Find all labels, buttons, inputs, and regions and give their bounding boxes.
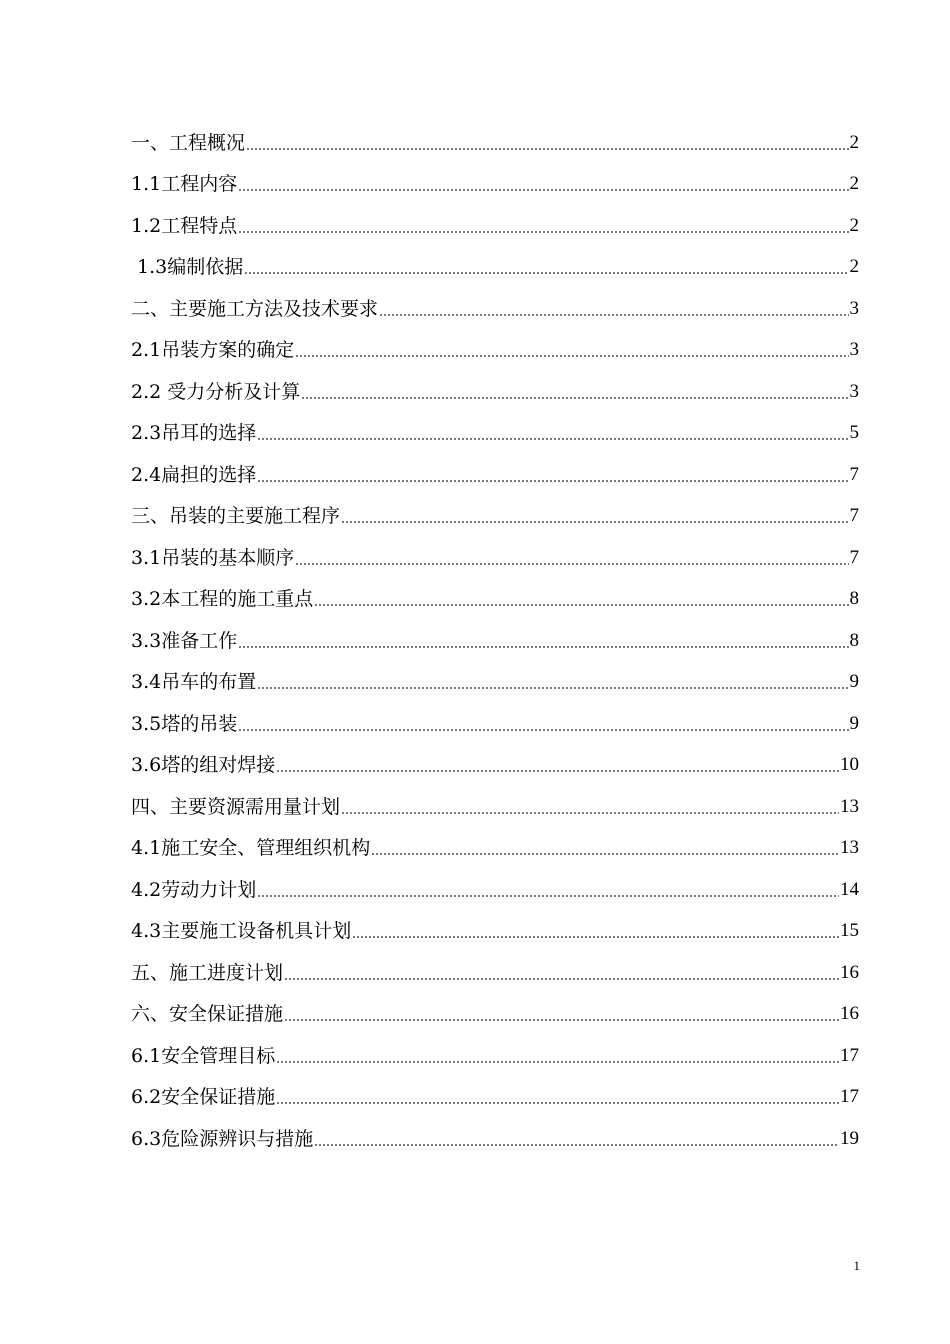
toc-entry-label: 1.1工程内容 [131, 173, 238, 195]
toc-entry[interactable] [131, 782, 859, 824]
dot-leader [238, 189, 848, 191]
toc-entry-label: 2.3吊耳的选择 [131, 422, 257, 444]
toc-entry-label: 4.1施工安全、管理组织机构 [131, 837, 371, 859]
toc-entry[interactable] [131, 118, 859, 160]
toc-entry[interactable] [131, 907, 859, 949]
toc-entry-label: 四、主要资源需用量计划 [131, 795, 341, 818]
toc-entry-page: 17 [840, 1086, 859, 1107]
dot-leader [341, 812, 839, 814]
toc-entry-page: 2 [849, 131, 859, 153]
toc-entry[interactable] [131, 1073, 859, 1115]
toc-entry-page: 2 [849, 214, 859, 236]
toc-entry[interactable] [131, 450, 859, 492]
toc-entry[interactable] [131, 201, 859, 243]
dot-leader [371, 853, 839, 855]
toc-entry-label: 2.4扁担的选择 [131, 463, 257, 486]
toc-entry-label: 六、安全保证措施 [131, 1003, 284, 1025]
toc-entry[interactable] [131, 284, 859, 326]
toc-entry[interactable] [131, 865, 859, 907]
toc-entry[interactable] [131, 1114, 859, 1156]
toc-entry[interactable] [131, 367, 859, 409]
dot-leader [257, 687, 848, 689]
toc-entry-label: 6.1安全管理目标 [131, 1044, 276, 1067]
toc-entry-label: 6.3危险源辨识与措施 [131, 1127, 314, 1150]
toc-entry-label: 二、主要施工方法及技术要求 [131, 297, 379, 320]
toc-entry-page: 16 [840, 961, 859, 983]
dot-leader [257, 895, 839, 897]
toc-entry[interactable] [131, 699, 859, 741]
toc-entry-page: 7 [849, 505, 859, 526]
dot-leader [314, 1144, 839, 1146]
toc-entry-page: 9 [849, 671, 859, 692]
page-number: 1 [853, 1258, 860, 1273]
toc-entry[interactable] [131, 741, 859, 783]
toc-entry-page: 3 [849, 297, 859, 319]
toc-entry-page: 13 [840, 795, 859, 817]
toc-entry[interactable] [131, 824, 859, 866]
toc-entry[interactable] [131, 160, 859, 202]
toc-entry[interactable] [131, 990, 859, 1032]
toc-entry-label: 一、工程概况 [131, 131, 246, 154]
toc-entry-page: 7 [849, 463, 859, 485]
toc-entry[interactable] [131, 575, 859, 617]
toc-entry-label: 3.1吊装的基本顺序 [131, 546, 295, 569]
toc-entry[interactable] [131, 243, 859, 285]
toc-entry-page: 16 [840, 1003, 859, 1024]
toc-entry-page: 5 [849, 422, 859, 443]
toc-entry-label: 3.5塔的吊装 [131, 712, 238, 735]
dot-leader [257, 480, 848, 482]
dot-leader [238, 231, 848, 233]
toc-entry-page: 2 [849, 173, 859, 194]
toc-entry-page: 13 [840, 837, 859, 858]
toc-entry[interactable] [131, 326, 859, 368]
toc-entry-label: 1.3编制依据 [137, 256, 244, 278]
toc-entry-page: 14 [840, 878, 859, 900]
toc-entry-page: 7 [849, 546, 859, 568]
toc-entry-page: 15 [840, 920, 859, 941]
toc-entry[interactable] [131, 533, 859, 575]
toc-entry-page: 8 [849, 629, 859, 651]
toc-entry-page: 8 [849, 588, 859, 609]
dot-leader [284, 1019, 839, 1021]
toc-entry[interactable] [131, 616, 859, 658]
dot-leader [276, 1102, 839, 1104]
toc-entry-page: 3 [849, 380, 859, 402]
toc-entry-label: 3.6塔的组对焊接 [131, 754, 276, 776]
toc-entry-page: 17 [840, 1044, 859, 1066]
table-of-contents [131, 118, 859, 1156]
toc-entry-label: 1.2工程特点 [131, 214, 238, 237]
dot-leader [257, 438, 848, 440]
toc-entry-label: 3.2本工程的施工重点 [131, 588, 314, 610]
dot-leader [244, 272, 848, 274]
toc-entry[interactable] [131, 1031, 859, 1073]
toc-entry-label: 2.2 受力分析及计算 [131, 380, 301, 403]
toc-entry[interactable] [131, 948, 859, 990]
dot-leader [341, 521, 848, 523]
dot-leader [284, 978, 839, 980]
toc-entry-label: 4.2劳动力计划 [131, 878, 257, 901]
toc-entry-label: 2.1吊装方案的确定 [131, 339, 295, 361]
toc-entry-page: 3 [849, 339, 859, 360]
toc-entry[interactable] [131, 409, 859, 451]
dot-leader [301, 397, 848, 399]
toc-entry-page: 10 [840, 754, 859, 775]
toc-entry-page: 19 [840, 1127, 859, 1149]
dot-leader [246, 148, 848, 150]
toc-entry-label: 6.2安全保证措施 [131, 1086, 276, 1108]
dot-leader [238, 729, 848, 731]
dot-leader [379, 314, 848, 316]
dot-leader [276, 1061, 839, 1063]
dot-leader [238, 646, 848, 648]
toc-entry-label: 3.3准备工作 [131, 629, 238, 652]
toc-entry-label: 3.4吊车的布置 [131, 671, 257, 693]
toc-entry-label: 三、吊装的主要施工程序 [131, 505, 341, 527]
toc-entry-label: 五、施工进度计划 [131, 961, 284, 984]
dot-leader [314, 604, 848, 606]
toc-entry-label: 4.3主要施工设备机具计划 [131, 920, 352, 942]
dot-leader [276, 770, 839, 772]
dot-leader [352, 936, 839, 938]
dot-leader [295, 563, 848, 565]
toc-entry-page: 9 [849, 712, 859, 734]
toc-entry[interactable] [131, 658, 859, 700]
dot-leader [295, 355, 848, 357]
toc-entry[interactable] [131, 492, 859, 534]
toc-entry-page: 2 [849, 256, 859, 277]
